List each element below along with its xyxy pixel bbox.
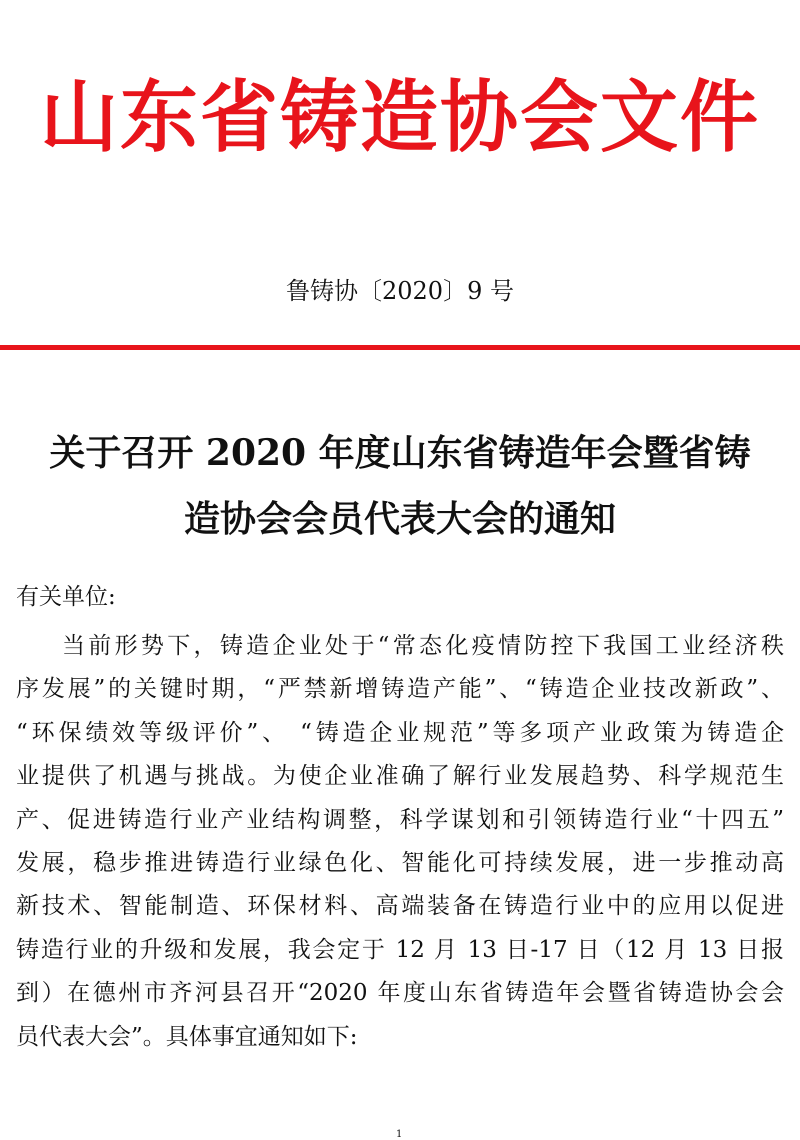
body-line: 到）在德州市齐河县召开“2020 年度山东省铸造年会暨省铸造协会会 [16, 980, 784, 1007]
header-divider [0, 345, 800, 350]
body-line: 产、促进铸造行业产业结构调整，科学谋划和引领铸造行业“十四五” [16, 806, 784, 833]
document-masthead: 山东省铸造协会文件 [39, 73, 760, 163]
salutation: 有关单位: [16, 584, 116, 610]
body-line: 序发展”的关键时期，“严禁新增铸造产能”、“铸造企业技改新政”、 [16, 676, 784, 703]
document-number: 鲁铸协〔2020〕9 号 [286, 277, 514, 305]
notice-title-line: 关于召开 2020 年度山东省铸造年会暨省铸 [49, 432, 751, 474]
body-paragraph [16, 625, 784, 1059]
page-number: 1 [396, 1129, 403, 1140]
body-line: “环保绩效等级评价”、 “铸造企业规范”等多项产业政策为铸造企 [16, 719, 784, 746]
body-line: 发展，稳步推进铸造行业绿色化、智能化可持续发展，进一步推动高 [16, 850, 784, 877]
notice-title-line: 造协会会员代表大会的通知 [183, 498, 616, 540]
body-line: 员代表大会”。具体事宜通知如下: [16, 1023, 358, 1050]
body-line: 新技术、智能制造、环保材料、高端装备在铸造行业中的应用以促进 [16, 893, 784, 920]
notice-title [0, 420, 800, 552]
body-line: 当前形势下，铸造企业处于“常态化疫情防控下我国工业经济秩 [62, 633, 784, 659]
body-line: 铸造行业的升级和发展，我会定于 12 月 13 日-17 日（12 月 13 日报 [16, 936, 784, 963]
body-line: 业提供了机遇与挑战。为使企业准确了解行业发展趋势、科学规范生 [16, 763, 784, 790]
